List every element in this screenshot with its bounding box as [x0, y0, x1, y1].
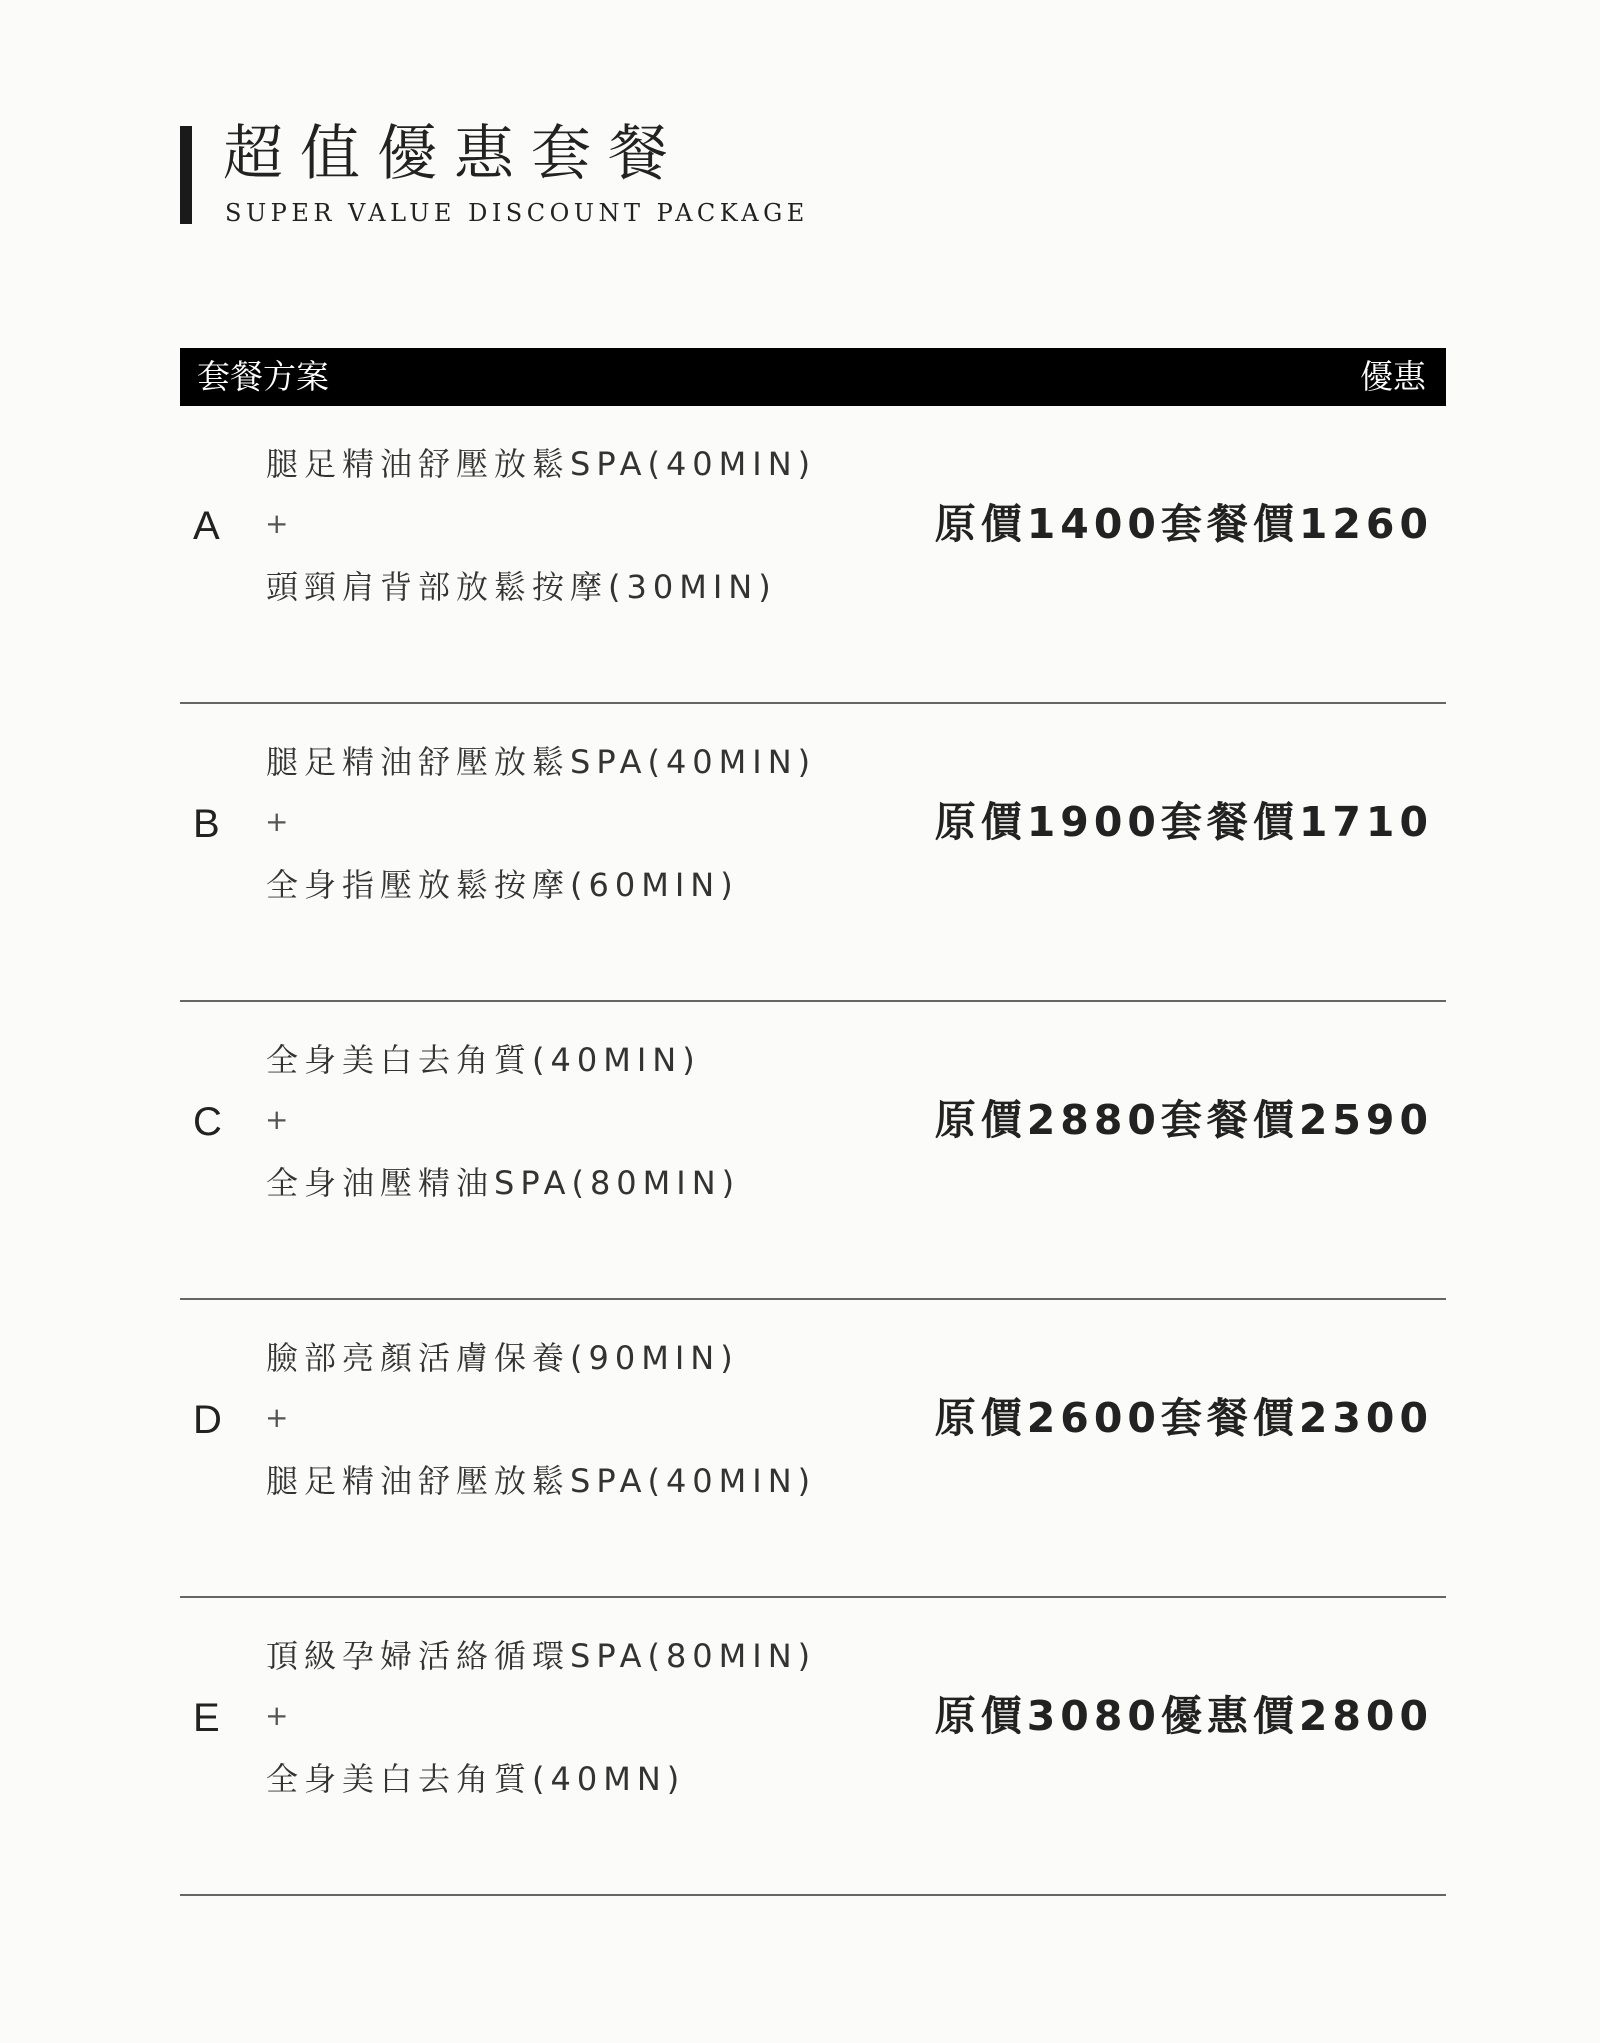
package-item-1: 頂級孕婦活絡循環SPA(80MIN) — [266, 1637, 817, 1675]
heading-accent-bar — [180, 126, 192, 224]
package-item-2: 腿足精油舒壓放鬆SPA(40MIN) — [266, 1462, 817, 1500]
package-row-e — [180, 1598, 1446, 1896]
package-item-1: 全身美白去角質(40MIN) — [266, 1041, 701, 1079]
table-header — [180, 348, 1446, 406]
package-price: 原價2880套餐價2590 — [934, 1096, 1433, 1144]
plus-sign: + — [265, 1699, 289, 1732]
column-header-package: 套餐方案 — [197, 357, 329, 396]
package-letter: C — [193, 1100, 222, 1144]
package-price: 原價1400套餐價1260 — [934, 500, 1433, 548]
package-letter: B — [193, 802, 220, 846]
package-price: 原價3080優惠價2800 — [934, 1692, 1433, 1740]
package-item-1: 腿足精油舒壓放鬆SPA(40MIN) — [266, 743, 817, 781]
package-item-2: 全身美白去角質(40MN) — [266, 1760, 686, 1798]
package-row-a — [180, 406, 1446, 704]
package-item-2: 頭頸肩背部放鬆按摩(30MIN) — [266, 568, 777, 606]
row-divider — [180, 1894, 1446, 1896]
column-header-discount: 優惠 — [1360, 357, 1426, 396]
package-item-1: 臉部亮顏活膚保養(90MIN) — [266, 1339, 739, 1377]
page-title: 超值優惠套餐 — [223, 119, 685, 189]
page-subtitle: SUPER VALUE DISCOUNT PACKAGE — [225, 199, 809, 227]
package-letter: A — [193, 504, 220, 548]
package-price: 原價1900套餐價1710 — [934, 798, 1433, 846]
plus-sign: + — [265, 805, 289, 838]
plus-sign: + — [265, 1103, 289, 1136]
package-item-2: 全身油壓精油SPA(80MIN) — [266, 1164, 741, 1202]
plus-sign: + — [265, 507, 289, 540]
package-row-d — [180, 1300, 1446, 1598]
package-letter: E — [193, 1696, 220, 1740]
package-price: 原價2600套餐價2300 — [934, 1394, 1433, 1442]
package-row-c — [180, 1002, 1446, 1300]
package-item-2: 全身指壓放鬆按摩(60MIN) — [266, 866, 739, 904]
package-letter: D — [193, 1398, 222, 1442]
package-row-b — [180, 704, 1446, 1002]
package-item-1: 腿足精油舒壓放鬆SPA(40MIN) — [266, 445, 817, 483]
plus-sign: + — [265, 1401, 289, 1434]
